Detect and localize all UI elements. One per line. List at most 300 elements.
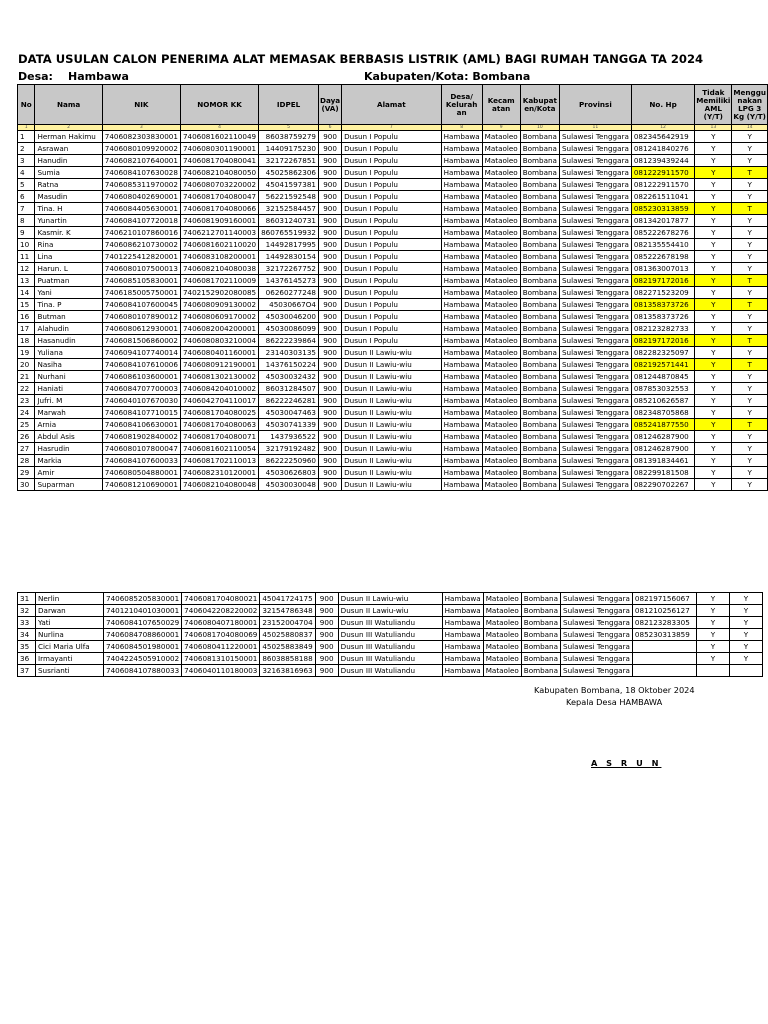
cell-idpel: 32179192482 [259,443,319,455]
cell-nomor-kk: 7406082104080048 [180,479,258,491]
cell-kabupaten: Bombana [521,629,560,641]
cell-daya: 900 [318,419,341,431]
cell-idpel: 14492817995 [259,239,319,251]
cell-kabupaten: Bombana [520,263,559,275]
table-row [18,299,768,311]
table-row [18,239,768,251]
cell-provinsi: Sulawesi Tenggara [559,251,631,263]
cell-nik: 7406081506860002 [102,335,180,347]
cell-nomor-kk: 7406082104080050 [180,167,258,179]
signer-name: A S R U N [591,758,662,768]
cell-tidak-memiliki-aml: Y [695,419,732,431]
cell-desa: Hambawa [441,443,482,455]
cell-desa: Hambawa [441,371,482,383]
cell-kabupaten: Bombana [520,131,559,143]
cell-nik: 7406084107720018 [102,215,180,227]
table-row [18,335,768,347]
cell-desa: Hambawa [441,335,482,347]
cell-no: 32 [18,605,36,617]
cell-alamat: Dusun II Lawiu-wiu [342,407,441,419]
cell-nama: Markia [35,455,102,467]
cell-nomor-kk: 7406081909160001 [180,215,258,227]
cell-tidak-memiliki-aml: Y [695,287,732,299]
cell-kabupaten: Bombana [520,191,559,203]
cell-alamat: Dusun I Populu [342,335,441,347]
cell-nomor-kk: 7406081302130002 [180,371,258,383]
cell-kecamatan: Mataoleo [483,593,521,605]
cell-daya: 900 [315,593,338,605]
cell-kecamatan: Mataoleo [482,383,520,395]
cell-no: 31 [18,593,36,605]
cell-lpg-3kg: Y [732,263,768,275]
cell-alamat: Dusun I Populu [342,155,441,167]
cell-no: 27 [18,443,35,455]
cell-nama: Herman Hakimu [35,131,102,143]
cell-lpg-3kg: T [732,203,768,215]
cell-provinsi: Sulawesi Tenggara [559,311,631,323]
table-row [18,287,768,299]
cell-no-hp: 081246287900 [631,443,694,455]
cell-idpel: 1437936522 [259,431,319,443]
cell-lpg-3kg: T [732,419,768,431]
cell-no: 25 [18,419,35,431]
cell-kecamatan: Mataoleo [482,227,520,239]
cell-daya: 900 [315,605,338,617]
cell-daya: 900 [318,155,341,167]
table-row [18,311,768,323]
cell-lpg-3kg: Y [732,467,768,479]
cell-kecamatan: Mataoleo [482,239,520,251]
cell-idpel: 06260277248 [259,287,319,299]
cell-nomor-kk: 7406081702110013 [180,455,258,467]
cell-nomor-kk: 7406080803210004 [180,335,258,347]
cell-nomor-kk: 7406084204010002 [180,383,258,395]
cell-tidak-memiliki-aml: Y [695,131,732,143]
cell-nomor-kk: 7406212701140003 [180,227,258,239]
column-number: 6 [318,125,341,131]
cell-kecamatan: Mataoleo [482,287,520,299]
cell-lpg-3kg [729,665,762,677]
cell-daya: 900 [315,617,338,629]
cell-provinsi: Sulawesi Tenggara [559,275,631,287]
cell-nama: Amir [35,467,102,479]
cell-nik: 7406086103600001 [102,371,180,383]
column-header-no: No [18,85,35,125]
cell-tidak-memiliki-aml: Y [695,335,732,347]
cell-daya: 900 [318,287,341,299]
cell-idpel: 45030047463 [259,407,319,419]
cell-nik: 7406040107670030 [102,395,180,407]
cell-nama: Susrianti [36,665,104,677]
cell-kecamatan: Mataoleo [482,395,520,407]
cell-no: 18 [18,335,35,347]
cell-provinsi: Sulawesi Tenggara [559,347,631,359]
cell-nama: Yani [35,287,102,299]
table-row [18,407,768,419]
cell-lpg-3kg: Y [729,641,762,653]
cell-lpg-3kg: Y [732,383,768,395]
table-row [18,179,768,191]
cell-idpel: 14376145273 [259,275,319,287]
cell-lpg-3kg: Y [729,593,762,605]
cell-alamat: Dusun III Watuliandu [338,617,442,629]
cell-provinsi: Sulawesi Tenggara [559,479,631,491]
cell-nomor-kk: 7406042208220002 [182,605,260,617]
cell-no-hp: 082345642919 [631,131,694,143]
table-row [18,371,768,383]
cell-provinsi: Sulawesi Tenggara [559,227,631,239]
cell-nik: 7406084107610006 [102,359,180,371]
cell-no: 22 [18,383,35,395]
table-row [18,359,768,371]
cell-tidak-memiliki-aml: Y [695,239,732,251]
cell-idpel: 45025862306 [259,167,319,179]
cell-provinsi: Sulawesi Tenggara [559,431,631,443]
cell-tidak-memiliki-aml: Y [695,467,732,479]
cell-no: 20 [18,359,35,371]
cell-kabupaten: Bombana [520,167,559,179]
cell-desa: Hambawa [442,605,483,617]
sign-position: Kepala Desa HAMBAWA [566,697,663,707]
cell-nomor-kk: 7406082004200001 [180,323,258,335]
cell-no-hp: 085241877550 [631,419,694,431]
cell-no-hp: 082261511041 [631,191,694,203]
cell-kabupaten: Bombana [520,455,559,467]
cell-kabupaten: Bombana [520,215,559,227]
cell-kecamatan: Mataoleo [482,143,520,155]
cell-tidak-memiliki-aml: Y [695,443,732,455]
cell-kecamatan: Mataoleo [482,275,520,287]
cell-kecamatan: Mataoleo [482,311,520,323]
cell-nik: 7406084106630001 [102,419,180,431]
cell-kabupaten: Bombana [520,479,559,491]
table-row [18,467,768,479]
cell-nomor-kk: 7406080407180001 [182,617,260,629]
cell-alamat: Dusun I Populu [342,323,441,335]
cell-lpg-3kg: Y [732,191,768,203]
cell-desa: Hambawa [441,311,482,323]
cell-tidak-memiliki-aml: Y [695,179,732,191]
cell-alamat: Dusun III Watuliandu [338,665,442,677]
cell-no-hp: 081391834461 [631,455,694,467]
cell-desa: Hambawa [441,383,482,395]
cell-kecamatan: Mataoleo [482,479,520,491]
cell-idpel: 32152584457 [259,203,319,215]
cell-no-hp: 082299181508 [631,467,694,479]
cell-desa: Hambawa [441,131,482,143]
column-header-idpel: IDPEL [259,85,319,125]
cell-daya: 900 [318,143,341,155]
cell-lpg-3kg: T [732,167,768,179]
cell-no: 5 [18,179,35,191]
cell-nik: 7406084107630028 [102,167,180,179]
cell-tidak-memiliki-aml: Y [696,641,729,653]
cell-lpg-3kg: Y [732,395,768,407]
cell-no: 21 [18,371,35,383]
table-row [18,605,763,617]
cell-lpg-3kg: Y [732,407,768,419]
cell-no-hp: 082197156067 [632,593,696,605]
cell-no: 30 [18,479,35,491]
cell-nama: Suparman [35,479,102,491]
cell-kecamatan: Mataoleo [482,431,520,443]
cell-daya: 900 [318,431,341,443]
cell-lpg-3kg: Y [732,479,768,491]
cell-nik: 7406084708860001 [104,629,182,641]
cell-daya: 900 [318,335,341,347]
cell-daya: 900 [318,407,341,419]
cell-lpg-3kg: Y [732,287,768,299]
cell-lpg-3kg: Y [729,605,762,617]
cell-provinsi: Sulawesi Tenggara [559,371,631,383]
cell-nik: 7401225412820001 [102,251,180,263]
table-row [18,653,763,665]
cell-desa: Hambawa [442,593,483,605]
cell-no: 3 [18,155,35,167]
cell-tidak-memiliki-aml: Y [696,605,729,617]
cell-tidak-memiliki-aml: Y [696,629,729,641]
cell-nama: Harun. L [35,263,102,275]
cell-daya: 900 [315,665,338,677]
cell-provinsi: Sulawesi Tenggara [559,323,631,335]
cell-daya: 900 [318,263,341,275]
cell-kabupaten: Bombana [520,383,559,395]
column-number: 3 [102,125,180,131]
column-header-provinsi: Provinsi [559,85,631,125]
cell-tidak-memiliki-aml: Y [695,395,732,407]
cell-no-hp: 081342017877 [631,215,694,227]
cell-provinsi: Sulawesi Tenggara [561,665,633,677]
cell-kecamatan: Mataoleo [482,131,520,143]
cell-daya: 900 [318,443,341,455]
cell-kabupaten: Bombana [520,335,559,347]
cell-nomor-kk: 7406080703220002 [180,179,258,191]
cell-daya: 900 [318,323,341,335]
cell-alamat: Dusun II Lawiu-wiu [342,443,441,455]
cell-desa: Hambawa [441,407,482,419]
cell-daya: 900 [318,179,341,191]
cell-provinsi: Sulawesi Tenggara [559,167,631,179]
cell-idpel: 45041597381 [259,179,319,191]
cell-nik: 7406080504880001 [102,467,180,479]
cell-no: 11 [18,251,35,263]
cell-alamat: Dusun II Lawiu-wiu [342,431,441,443]
cell-provinsi: Sulawesi Tenggara [559,419,631,431]
cell-nik: 7406084107600033 [102,455,180,467]
column-header-nomor-kk: NOMOR KK [180,85,258,125]
table-row [18,275,768,287]
table-row [18,203,768,215]
cell-tidak-memiliki-aml: Y [695,479,732,491]
cell-daya: 900 [318,215,341,227]
cell-tidak-memiliki-aml: Y [695,371,732,383]
cell-kecamatan: Mataoleo [483,665,521,677]
cell-desa: Hambawa [441,203,482,215]
cell-desa: Hambawa [442,653,483,665]
sign-place-date: Kabupaten Bombana, 18 Oktober 2024 [534,685,695,695]
cell-nomor-kk: 7406081704080069 [182,629,260,641]
cell-no: 29 [18,467,35,479]
cell-daya: 900 [318,359,341,371]
cell-no: 36 [18,653,36,665]
cell-idpel: 45041724175 [260,593,315,605]
cell-nomor-kk: 7406081310150001 [182,653,260,665]
table-row [18,167,768,179]
cell-idpel: 45030046200 [259,311,319,323]
cell-no: 8 [18,215,35,227]
cell-no-hp: 085230313859 [632,629,696,641]
cell-nomor-kk: 7406080411220001 [182,641,260,653]
cell-no-hp: 081222911570 [631,179,694,191]
cell-idpel: 45030030048 [259,479,319,491]
cell-nomor-kk: 7406081704080025 [180,407,258,419]
cell-lpg-3kg: Y [732,179,768,191]
cell-nik: 7406084707700003 [102,383,180,395]
table-row [18,629,763,641]
cell-lpg-3kg: Y [732,239,768,251]
table-row [18,641,763,653]
cell-nomor-kk: 7406082310120001 [180,467,258,479]
cell-kabupaten: Bombana [520,287,559,299]
cell-kabupaten: Bombana [520,431,559,443]
table-row [18,143,768,155]
cell-tidak-memiliki-aml: Y [695,143,732,155]
cell-idpel: 45030032432 [259,371,319,383]
cell-desa: Hambawa [441,155,482,167]
cell-kecamatan: Mataoleo [482,323,520,335]
cell-desa: Hambawa [441,263,482,275]
cell-no: 33 [18,617,36,629]
cell-no: 17 [18,323,35,335]
cell-tidak-memiliki-aml: Y [695,383,732,395]
cell-alamat: Dusun II Lawiu-wiu [338,593,442,605]
cell-alamat: Dusun I Populu [342,311,441,323]
cell-tidak-memiliki-aml: Y [695,167,732,179]
cell-nomor-kk: 7406082104080038 [180,263,258,275]
cell-daya: 900 [318,371,341,383]
cell-nik: 7406080107500013 [102,263,180,275]
desa-value: Hambawa [68,70,129,83]
cell-daya: 900 [318,167,341,179]
cell-nomor-kk: 7406081704080063 [180,419,258,431]
table-row [18,227,768,239]
cell-desa: Hambawa [442,617,483,629]
cell-alamat: Dusun III Watuliandu [338,653,442,665]
column-number: 13 [695,125,732,131]
cell-desa: Hambawa [441,479,482,491]
cell-nama: Arnia [35,419,102,431]
table-row [18,395,768,407]
cell-desa: Hambawa [441,395,482,407]
cell-alamat: Dusun I Populu [342,143,441,155]
cell-nik: 7406086210730002 [102,239,180,251]
cell-no-hp: 085230313859 [631,203,694,215]
cell-desa: Hambawa [441,179,482,191]
cell-provinsi: Sulawesi Tenggara [561,641,633,653]
cell-desa: Hambawa [441,299,482,311]
cell-provinsi: Sulawesi Tenggara [559,383,631,395]
cell-nomor-kk: 7402152902080085 [180,287,258,299]
column-header-daya: Daya (VA) [318,85,341,125]
cell-nomor-kk: 7406080912190001 [180,359,258,371]
cell-idpel: 32154786348 [260,605,315,617]
cell-nik: 7406084107650029 [104,617,182,629]
cell-idpel: 86222246281 [259,395,319,407]
cell-nama: Butman [35,311,102,323]
cell-nomor-kk: 7406042704110017 [180,395,258,407]
cell-nik: 7406082107640001 [102,155,180,167]
cell-nama: Hasanudin [35,335,102,347]
cell-kabupaten: Bombana [520,347,559,359]
cell-lpg-3kg: Y [732,443,768,455]
cell-desa: Hambawa [441,215,482,227]
cell-desa: Hambawa [441,143,482,155]
cell-lpg-3kg: Y [732,227,768,239]
table-row [18,617,763,629]
cell-desa: Hambawa [441,191,482,203]
cell-no: 9 [18,227,35,239]
table-row [18,431,768,443]
cell-no-hp: 082197172016 [631,275,694,287]
cell-idpel: 86031284507 [259,383,319,395]
cell-no-hp: 082197172016 [631,335,694,347]
kabupaten-label: Kabupaten/Kota: Bombana [364,70,531,83]
cell-no-hp: 081246287900 [631,431,694,443]
cell-nik: 7406085205830001 [104,593,182,605]
cell-nama: Nerlin [36,593,104,605]
cell-nama: Alahudin [35,323,102,335]
cell-kecamatan: Mataoleo [482,455,520,467]
cell-alamat: Dusun III Watuliandu [338,641,442,653]
cell-daya: 900 [318,239,341,251]
cell-nik: 7406085105830001 [102,275,180,287]
cell-kecamatan: Mataoleo [482,215,520,227]
cell-nik: 7406082303830001 [102,131,180,143]
column-number: 1 [18,125,35,131]
cell-idpel: 45030667O4 [259,299,319,311]
table-row [18,155,768,167]
cell-no: 26 [18,431,35,443]
cell-daya: 900 [318,395,341,407]
cell-provinsi: Sulawesi Tenggara [559,239,631,251]
cell-alamat: Dusun II Lawiu-wiu [342,347,441,359]
cell-tidak-memiliki-aml: Y [696,653,729,665]
cell-nomor-kk: 7406081704080041 [180,155,258,167]
cell-alamat: Dusun I Populu [342,251,441,263]
cell-kabupaten: Bombana [520,407,559,419]
cell-tidak-memiliki-aml: Y [695,299,732,311]
cell-nomor-kk: 7406081602110020 [180,239,258,251]
cell-tidak-memiliki-aml: Y [695,155,732,167]
cell-kecamatan: Mataoleo [482,191,520,203]
cell-kecamatan: Mataoleo [482,263,520,275]
cell-no: 6 [18,191,35,203]
cell-kabupaten: Bombana [520,155,559,167]
cell-daya: 900 [318,455,341,467]
column-number: 10 [520,125,559,131]
cell-no: 1 [18,131,35,143]
column-header-desa: Desa/ Kelurah an [441,85,482,125]
cell-no-hp: 082282325097 [631,347,694,359]
cell-desa: Hambawa [441,467,482,479]
cell-nik: 7406210107860016 [102,227,180,239]
cell-desa: Hambawa [441,455,482,467]
cell-kabupaten: Bombana [521,593,560,605]
cell-no-hp: 081358373726 [631,299,694,311]
cell-nomor-kk: 7406081602110049 [180,131,258,143]
cell-nomor-kk: 7406081602110054 [180,443,258,455]
cell-tidak-memiliki-aml: Y [695,227,732,239]
